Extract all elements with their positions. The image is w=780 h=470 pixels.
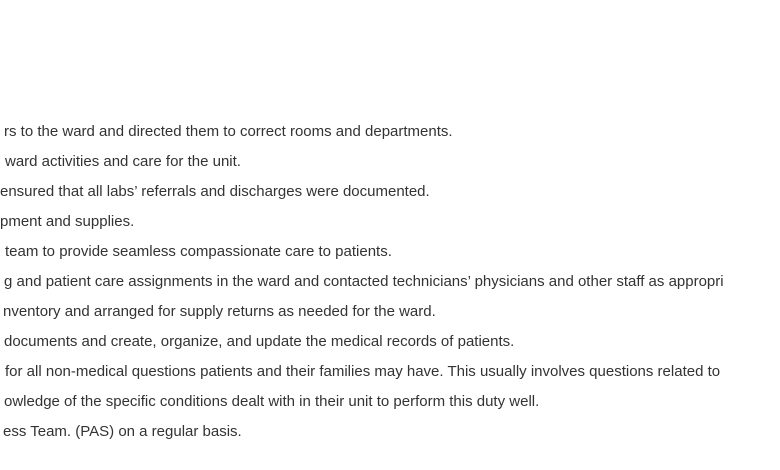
- duty-line-5: team to provide seamless compassionate care to patients.: [5, 243, 392, 260]
- duty-line-8: documents and create, organize, and update the medical records of patients.: [4, 333, 515, 350]
- duty-line-2: ward activities and care for the unit.: [5, 153, 241, 170]
- duty-line-4: pment and supplies.: [0, 213, 135, 230]
- duty-line-6: g and patient care assignments in the ward and contacted technicians’ physicians and other staff as appropri: [4, 273, 724, 290]
- duty-line-7: nventory and arranged for supply returns as needed for the ward.: [3, 303, 436, 320]
- duties-list: [0, 122, 724, 452]
- duty-line-9: for all non-medical questions patients and their families may have. This usually involves questions related to: [5, 363, 721, 380]
- duty-line-3: ensured that all labs’ referrals and discharges were documented.: [0, 183, 430, 200]
- duty-line-10: owledge of the specific conditions dealt with in their unit to perform this duty well.: [4, 393, 540, 410]
- duty-line-11: ess Team. (PAS) on a regular basis.: [3, 423, 242, 440]
- duty-line-1: rs to the ward and directed them to correct rooms and departments.: [4, 123, 453, 140]
